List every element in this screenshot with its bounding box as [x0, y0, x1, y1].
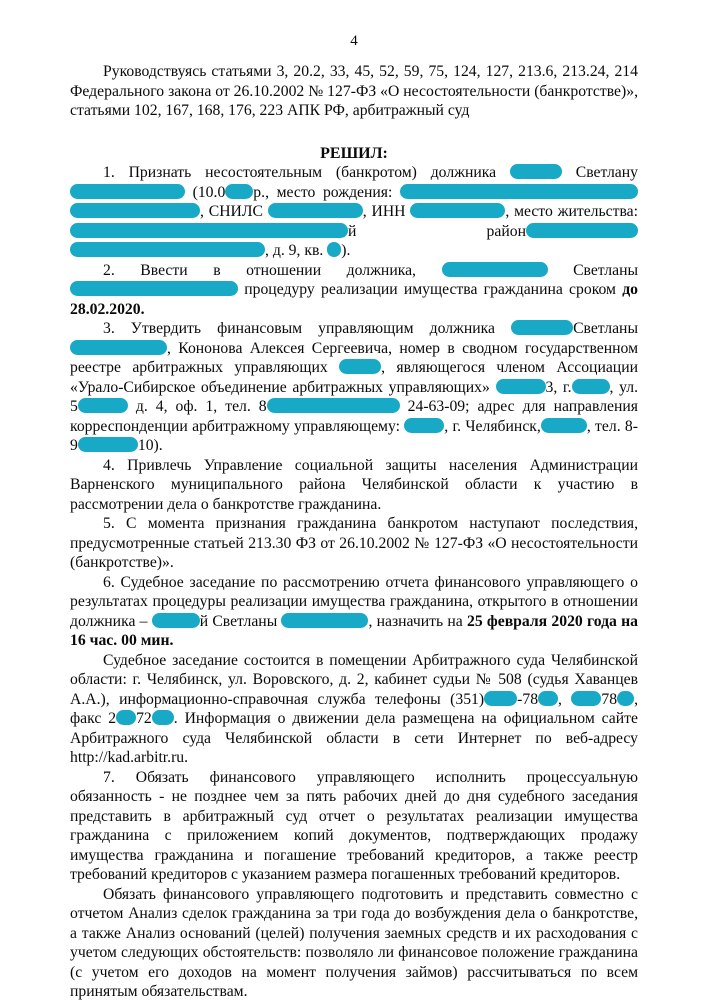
bold-text: 25 февраля 2020 года на 16 час. 00 мин. — [70, 612, 638, 649]
redaction-mark — [339, 359, 381, 374]
item-5-consequences: 5. С момента признания гражданина банкротом наступают последствия, предусмотренные статьей 213.30 ФЗ от 26.10.2002 № 127-ФЗ «О несостоятельности (банкротстве)». — [70, 515, 638, 571]
redaction-mark — [410, 203, 505, 218]
redaction-mark — [225, 184, 253, 199]
item-2-property-realization: 2. Ввести в отношении должника, Светланы процедуру реализации имущества гражданина сроком до 28.02.2020. — [70, 261, 639, 318]
redaction-mark — [400, 184, 638, 199]
redaction-mark — [496, 379, 546, 394]
redaction-mark — [78, 437, 138, 452]
redaction-mark — [526, 223, 638, 238]
intro-paragraph: Руководствуясь статьями 3, 20.2, 33, 45, 52, 59, 75, 124, 127, 213.6, 213.24, 214 Федерального закона от 26.10.2002 № 127-ФЗ «О несостоятельности (банкротстве)», статьями 102, 167, 168, 176, 223 АПК РФ, арбитражный суд — [70, 63, 638, 119]
item-7-report-obligation: 7. Обязать финансового управляющего исполнить процессуальную обязанность - не позднее чем за пять рабочих дней до дня судебного заседания представить в арбитражный суд отчет о результатах реализации имущества гражданина с приложением копий документов, подтверждающих продажу имущества гражданина и погашение требований кредиторов, а также реестр требований кредиторов с указанием размера погашенных требований кредиторов. — [70, 768, 638, 883]
bold-text: до 28.02.2020. — [70, 281, 638, 318]
redaction-mark — [511, 320, 573, 335]
page-number: 4 — [350, 33, 358, 49]
redaction-mark — [152, 613, 200, 628]
redaction-mark — [78, 398, 128, 413]
redaction-mark — [267, 398, 400, 413]
item-3-financial-manager: 3. Утвердить финансовым управляющим должника Светланы , Кононова Алексея Сергеевича, номер в сводном государственном реестре арбитражных управляющих , являющегося членом Ассоциации «Урало-Сибирское объединение арбитражных управляющих» 3, г. , ул. 5 д. 4, оф. 1, тел. 8 24-63-09; адрес для направления корреспонденции арбитражному управляющему: , г. Челябинск, , тел. 8-9 10). — [70, 320, 638, 454]
paragraph-hearing-location: Судебное заседание состоится в помещении Арбитражного суда Челябинской области: г. Челябинск, ул. Воровского, д. 2, кабинет судьи № 508 (судья Хаванцев А.А.), информационно-справочная служба телефоны (351) -78 , 78 , факс 2 72 . Информация о движении дела размещена на официальном сайте Арбитражного суда Челябинской области в сети Интернет по веб-адресу http://kad.arbitr.ru. — [70, 651, 638, 766]
page-content — [70, 33, 638, 1000]
redaction-mark — [281, 613, 368, 628]
redaction-mark — [116, 710, 136, 725]
redaction-mark — [70, 281, 238, 296]
resolution-heading: РЕШИЛ: — [320, 144, 388, 162]
item-6-hearing-date: 6. Судебное заседание по рассмотрению отчета финансового управляющего о результатах процедуры реализации имущества гражданина, открытого в отношении должника – й Светланы , назначить на 25 февраля 2020 года на 16 час. 00 мин. — [70, 573, 638, 649]
redaction-mark — [268, 203, 363, 218]
redaction-mark — [442, 262, 548, 277]
redaction-mark — [571, 691, 601, 706]
redaction-mark — [538, 691, 558, 706]
redaction-mark — [510, 164, 562, 179]
redaction-mark — [572, 379, 610, 394]
redaction-mark — [70, 184, 185, 199]
item-4-social-protection: 4. Привлечь Управление социальной защиты населения Администрации Варненского муниципального района Челябинской области к участию в рассмотрении дела о банкротстве гражданина. — [70, 456, 638, 513]
redaction-mark — [70, 203, 200, 218]
redaction-mark — [70, 340, 167, 355]
redaction-mark — [484, 691, 517, 706]
redaction-mark — [404, 418, 444, 433]
redaction-mark — [327, 242, 341, 257]
item-1-declare-bankrupt: 1. Признать несостоятельным (банкротом) должника Светлану (10.0 р., место рождения: , СНИЛС , ИНН , место жительства: й район , д. 9, кв. ). — [70, 163, 638, 261]
preamble — [70, 62, 638, 121]
redaction-mark — [617, 691, 634, 706]
redaction-mark — [70, 223, 348, 238]
redaction-mark — [152, 710, 174, 725]
document-body — [70, 163, 638, 1000]
redaction-mark — [541, 418, 587, 433]
paragraph-analysis-obligation: Обязать финансового управляющего подготовить и представить совместно с отчетом Анализ сделок гражданина за три года до возбуждения дела о банкротстве, а также Анализ оснований (целей) получения заемных средств и их расходования с учетом следующих обстоятельств: позволяло ли финансовое положение гражданина (с учетом его доходов на момент получения займов) рассчитываться по всем принятым обязательствам. — [70, 885, 638, 1000]
redaction-mark — [70, 242, 265, 257]
